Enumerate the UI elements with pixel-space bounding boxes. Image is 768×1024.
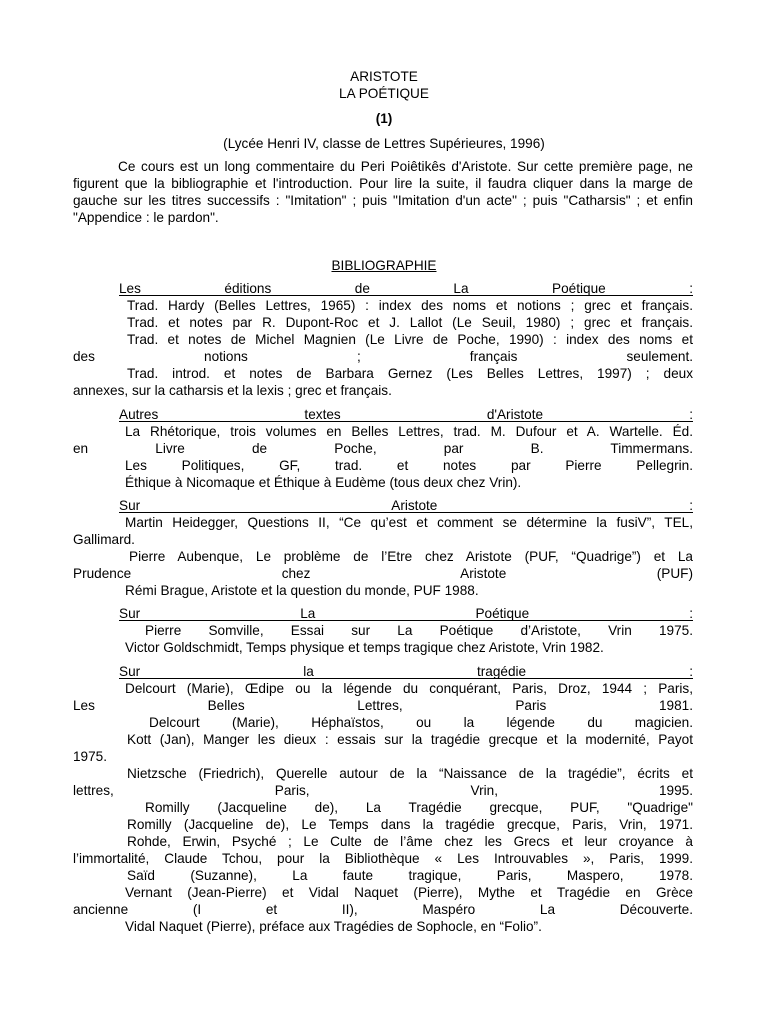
list-item: Pierre Aubenque, Le problème de l’Etre chez Aristote (PUF, “Quadrige”) et La [129, 549, 693, 564]
section-heading-other-texts: Autres textes d'Aristote : [119, 407, 693, 422]
list-item: Les Belles Lettres, Paris 1981. [73, 698, 693, 713]
section-heading-on-aristotle: Sur Aristote : [119, 498, 693, 513]
section-heading-on-poetics: Sur La Poétique : [119, 606, 693, 621]
course-context: (Lycée Henri IV, classe de Lettres Supérieures, 1996) [223, 136, 545, 151]
list-item: 1975. [73, 749, 108, 764]
list-item: Romilly (Jacqueline de), La Tragédie grecque, PUF, "Quadrige" [145, 800, 693, 815]
list-item: en Livre de Poche, par B. Timmermans. [73, 441, 693, 456]
intro-paragraph: Ce cours est un long commentaire du Peri Poiêtikês d'Aristote. Sur cette première page, ne figurent que la bibliographie et l'introduction. Pour lire la suite, il faudra cliquer dans la marge de gauche sur les titres successifs : "Imitation" ; puis "Imitation d'un acte" ; puis "Catharsis" ; et enfin "Appendice : le pardon". [73, 159, 693, 225]
list-item: Delcourt (Marie), Héphaïstos, ou la légende du magicien. [149, 715, 693, 730]
list-item: Rémi Brague, Aristote et la question du monde, PUF 1988. [125, 583, 479, 598]
list-item: Kott (Jan), Manger les dieux : essais sur la tragédie grecque et la modernité, Payot [127, 732, 693, 747]
list-item: Nietzsche (Friedrich), Querelle autour de la “Naissance de la tragédie”, écrits et [127, 766, 693, 781]
list-item: Les Politiques, GF, trad. et notes par Pierre Pellegrin. [125, 458, 693, 473]
author-title: ARISTOTE [350, 69, 418, 84]
list-item: Martin Heidegger, Questions II, “Ce qu’est et comment se détermine la fusiV”, TEL, [125, 515, 693, 530]
list-item: lettres, Paris, Vrin, 1995. [73, 783, 693, 798]
list-item: Delcourt (Marie), Œdipe ou la légende du conquérant, Paris, Droz, 1944 ; Paris, [125, 681, 693, 696]
list-item: Romilly (Jacqueline de), Le Temps dans la tragédie grecque, Paris, Vrin, 1971. [127, 817, 693, 832]
list-item: ancienne (I et II), Maspéro La Découverte. [73, 902, 693, 917]
list-item: Gallimard. [73, 532, 135, 547]
list-item: Vidal Naquet (Pierre), préface aux Tragédies de Sophocle, en “Folio”. [125, 919, 542, 934]
section-heading-on-tragedy: Sur la tragédie : [119, 664, 693, 679]
list-item: l’immortalité, Claude Tchou, pour la Bibliothèque « Les Introuvables », Paris, 1999. [73, 851, 693, 866]
bibliography-title: BIBLIOGRAPHIE [331, 258, 437, 273]
work-title: LA POÉTIQUE [339, 86, 429, 101]
list-item: Vernant (Jean-Pierre) et Vidal Naquet (Pierre), Mythe et Tragédie en Grèce [125, 885, 693, 900]
list-item: Trad. Hardy (Belles Lettres, 1965) : index des noms et notions ; grec et français. [127, 298, 693, 313]
list-item: Prudence chez Aristote (PUF) [73, 566, 693, 581]
list-item: Rohde, Erwin, Psyché ; Le Culte de l’âme chez les Grecs et leur croyance à [127, 834, 693, 849]
list-item: Saïd (Suzanne), La faute tragique, Paris, Maspero, 1978. [127, 868, 693, 883]
part-number: (1) [375, 111, 393, 126]
list-item: Trad. introd. et notes de Barbara Gernez (Les Belles Lettres, 1997) ; deux [127, 366, 693, 381]
list-item: Éthique à Nicomaque et Éthique à Eudème (tous deux chez Vrin). [125, 475, 522, 490]
list-item: Pierre Somville, Essai sur La Poétique d’Aristote, Vrin 1975. [145, 623, 693, 638]
section-heading-editions: Les éditions de La Poétique : [119, 281, 693, 296]
list-item: Trad. et notes de Michel Magnien (Le Livre de Poche, 1990) : index des noms et [127, 332, 693, 347]
list-item: La Rhétorique, trois volumes en Belles Lettres, trad. M. Dufour et A. Wartelle. Éd. [125, 424, 693, 439]
list-item: annexes, sur la catharsis et la lexis ; grec et français. [73, 383, 392, 398]
list-item: Victor Goldschmidt, Temps physique et temps tragique chez Aristote, Vrin 1982. [125, 640, 604, 655]
list-item: Trad. et notes par R. Dupont-Roc et J. Lallot (Le Seuil, 1980) ; grec et français. [127, 315, 693, 330]
list-item: des notions ; français seulement. [73, 349, 693, 364]
